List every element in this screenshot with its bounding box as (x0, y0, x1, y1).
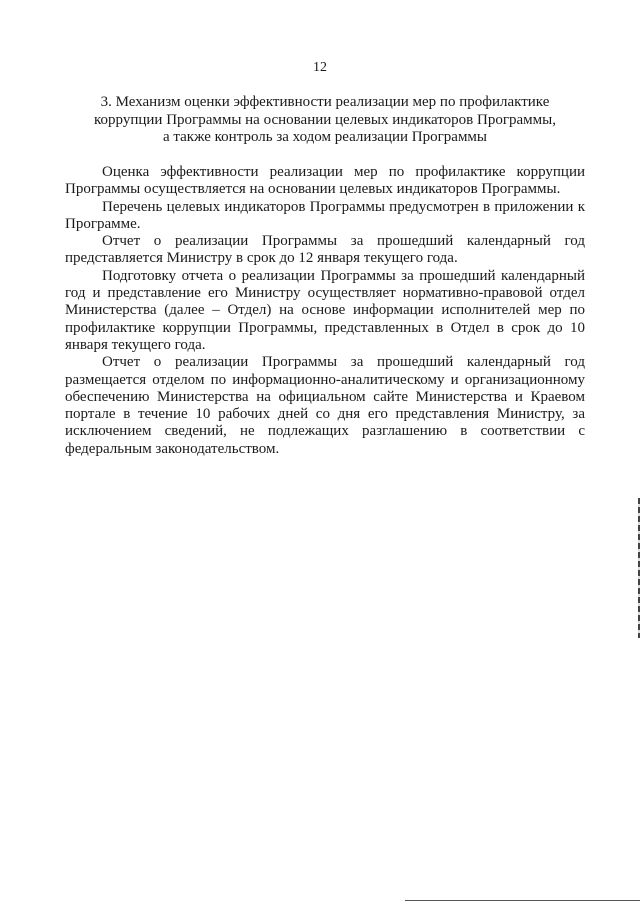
paragraph-report-deadline: Отчет о реализации Программы за прошедший календарный год представляется Министру в срок до 12 января текущего года. (65, 233, 585, 267)
section-body (65, 164, 585, 458)
section-heading-line-3: а также контроль за ходом реализации Программы (162, 129, 488, 145)
section-heading-line-2: коррупции Программы на основании целевых индикаторов Программы, (94, 111, 556, 128)
page-number: 12 (313, 60, 327, 75)
section-heading (70, 94, 580, 147)
paragraph-indicator-list: Перечень целевых индикаторов Программы предусмотрен в приложении к Программе. (65, 198, 585, 232)
paragraph-evaluation: Оценка эффективности реализации мер по профилактике коррупции Программы осуществляется на основании целевых индикаторов Программы. (65, 164, 585, 198)
paragraph-report-preparation: Подготовку отчета о реализации Программы за прошедший календарный год и представление его Министру осуществляет нормативно-правовой отдел Министерства (далее – Отдел) на основе информации исполнителей мер по профилактике коррупции Программы, представленных в Отдел в срок до 10 января текущего года. (65, 267, 585, 353)
paragraph-report-publication: Отчет о реализации Программы за прошедший календарный год размещается отделом по информационно-аналитическому и организационному обеспечению Министерства на официальном сайте Министерства и Краевом портале в течение 10 рабочих дней со дня его представления Министру, за исключением сведений, не подлежащих разглашению в соответствии с федеральным законодательством. (65, 354, 585, 457)
section-heading-line-1: 3. Механизм оценки эффективности реализации мер по профилактике (100, 94, 550, 110)
scan-bottom-line (405, 900, 640, 901)
